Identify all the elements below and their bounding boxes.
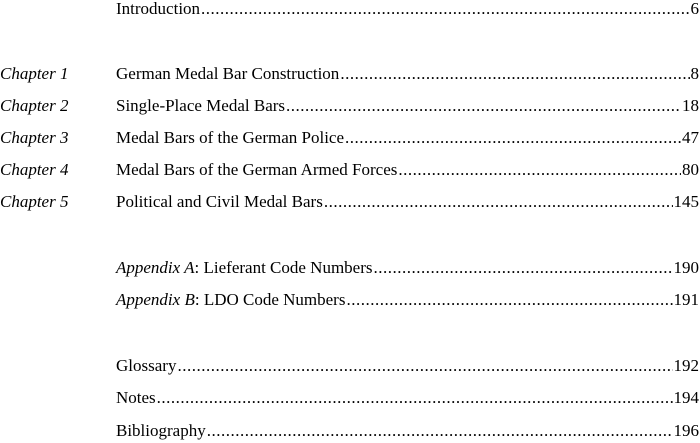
toc-entry-chapter-4 xyxy=(0,158,700,182)
chapter-label: Chapter 4 xyxy=(0,160,69,179)
toc-entry-title: Medal Bars of the German Armed Forces xyxy=(116,160,398,179)
toc-page-number: 196 xyxy=(673,421,699,440)
toc-entry-bibliography xyxy=(0,419,700,443)
toc-entry-title: Glossary xyxy=(116,356,177,375)
toc-entry-title xyxy=(116,288,345,312)
chapter-label: Chapter 1 xyxy=(0,64,69,83)
chapter-label: Chapter 3 xyxy=(0,128,69,147)
appendix-label: Appendix A xyxy=(116,258,195,277)
toc-page-number: 145 xyxy=(673,192,699,211)
toc-entry-chapter-3 xyxy=(0,126,700,150)
toc-entry-chapter-2 xyxy=(0,94,700,118)
dot-leader xyxy=(286,94,681,118)
toc-page-number: 18 xyxy=(682,96,699,115)
dot-leader xyxy=(201,0,689,21)
toc-entry-title xyxy=(116,256,373,280)
dot-leader xyxy=(346,288,672,312)
toc-page-number: 191 xyxy=(673,290,699,309)
dot-leader xyxy=(345,126,681,150)
toc-entry-chapter-1 xyxy=(0,62,700,86)
toc-entry-title: Introduction xyxy=(116,0,201,18)
toc-entry-glossary xyxy=(0,354,700,378)
chapter-label: Chapter 5 xyxy=(0,192,69,211)
appendix-title: : LDO Code Numbers xyxy=(194,290,346,309)
toc-entry-title: Notes xyxy=(116,388,156,407)
toc-page-number: 8 xyxy=(690,64,699,83)
dot-leader xyxy=(340,62,689,86)
dot-leader xyxy=(374,256,673,280)
appendix-label: Appendix B xyxy=(116,290,195,309)
dot-leader xyxy=(157,386,673,410)
toc-entry-title: Bibliography xyxy=(116,421,206,440)
toc-page-number: 47 xyxy=(682,128,699,147)
toc-entry-appendix-a xyxy=(0,256,700,280)
toc-entry-title: German Medal Bar Construction xyxy=(116,64,340,83)
dot-leader xyxy=(324,190,673,214)
toc-entry-notes xyxy=(0,386,700,410)
toc-page-number: 6 xyxy=(690,0,699,18)
toc-entry-title: Single-Place Medal Bars xyxy=(116,96,286,115)
toc-page-number: 194 xyxy=(673,388,699,407)
dot-leader xyxy=(398,158,681,182)
toc-entry-title: Medal Bars of the German Police xyxy=(116,128,345,147)
toc-page-number: 80 xyxy=(682,160,699,179)
toc-entry-appendix-b xyxy=(0,288,700,312)
chapter-label: Chapter 2 xyxy=(0,96,69,115)
dot-leader xyxy=(177,354,672,378)
toc-page-number: 192 xyxy=(673,356,699,375)
toc-page-number: 190 xyxy=(673,258,699,277)
dot-leader xyxy=(207,419,673,443)
appendix-title: : Lieferant Code Numbers xyxy=(194,258,373,277)
toc-entry-chapter-5 xyxy=(0,190,700,214)
toc-entry-title: Political and Civil Medal Bars xyxy=(116,192,323,211)
toc-entry-introduction xyxy=(0,0,700,21)
